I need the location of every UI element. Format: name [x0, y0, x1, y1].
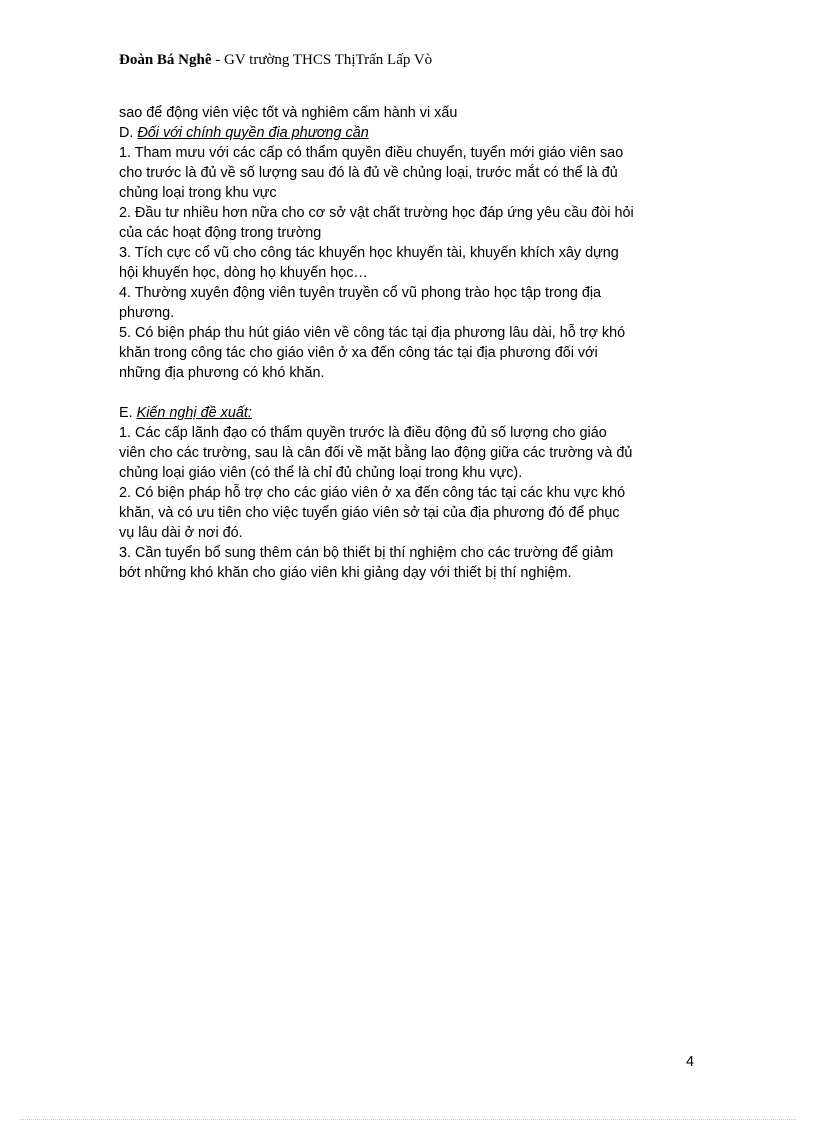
page-bottom-rule — [20, 1119, 796, 1120]
header-affiliation: - GV trường THCS ThịTrấn Lấp Vò — [211, 52, 433, 68]
section-e-line: bớt những khó khăn cho giáo viên khi giảng dạy với thiết bị thí nghiệm. — [119, 565, 572, 581]
section-e-line: 2. Có biện pháp hỗ trợ cho các giáo viên ở xa đến công tác tại các khu vực khó — [119, 485, 626, 501]
section-d-line: những địa phương có khó khăn. — [119, 365, 325, 381]
section-d-line: của các hoạt động trong trường — [119, 225, 322, 241]
section-e-line: viên cho các trường, sau là cân đối về mặt bằng lao động giữa các trường và đủ — [119, 445, 633, 461]
intro-line: sao để động viên việc tốt và nghiêm cấm hành vi xấu — [119, 105, 458, 121]
section-d-line: 2. Đầu tư nhiều hơn nữa cho cơ sở vật chất trường học đáp ứng yêu cầu đòi hỏi — [119, 205, 634, 221]
section-e-line: chủng loại giáo viên (có thể là chỉ đủ chủng loại trong khu vực). — [119, 465, 523, 481]
section-e-line: vụ lâu dài ở nơi đó. — [119, 525, 243, 541]
document-body — [119, 103, 709, 583]
section-d-line: hội khuyến học, dòng họ khuyến học… — [119, 265, 368, 281]
section-d-line: 1. Tham mưu với các cấp có thẩm quyền điều chuyển, tuyển mới giáo viên sao — [119, 145, 624, 161]
section-d-prefix: D. — [119, 125, 138, 141]
section-d-line: 3. Tích cực cổ vũ cho công tác khuyến học khuyến tài, khuyến khích xây dựng — [119, 245, 619, 261]
section-e-title: Kiến nghị đề xuất: — [136, 405, 252, 421]
section-d-line: khăn trong công tác cho giáo viên ở xa đến công tác tại địa phương đối với — [119, 345, 598, 361]
page-number: 4 — [686, 1054, 695, 1070]
section-e-heading — [119, 403, 709, 423]
section-d-line: phương. — [119, 305, 175, 321]
page-header — [119, 52, 432, 69]
section-d-line: chủng loại trong khu vực — [119, 185, 277, 201]
section-e-line: 3. Cần tuyển bổ sung thêm cán bộ thiết bị thí nghiệm cho các trường để giảm — [119, 545, 614, 561]
section-e-prefix: E. — [119, 405, 137, 421]
section-d-line: 5. Có biện pháp thu hút giáo viên về công tác tại địa phương lâu dài, hỗ trợ khó — [119, 325, 626, 341]
section-e-line: 1. Các cấp lãnh đạo có thẩm quyền trước là điều động đủ số lượng cho giáo — [119, 425, 607, 441]
section-d-title: Đối với chính quyền địa phương cần — [137, 125, 369, 141]
section-e-line: khăn, và có ưu tiên cho việc tuyển giáo viên sở tại của địa phương đó để phục — [119, 505, 620, 521]
paragraph-gap — [119, 383, 709, 403]
header-author: Đoàn Bá Nghê — [119, 52, 212, 68]
section-d-line: cho trước là đủ về số lượng sau đó là đủ về chủng loại, trước mắt có thể là đủ — [119, 165, 618, 181]
section-d-heading — [119, 123, 709, 143]
section-d-line: 4. Thường xuyên động viên tuyên truyền cổ vũ phong trào học tập trong địa — [119, 285, 602, 301]
